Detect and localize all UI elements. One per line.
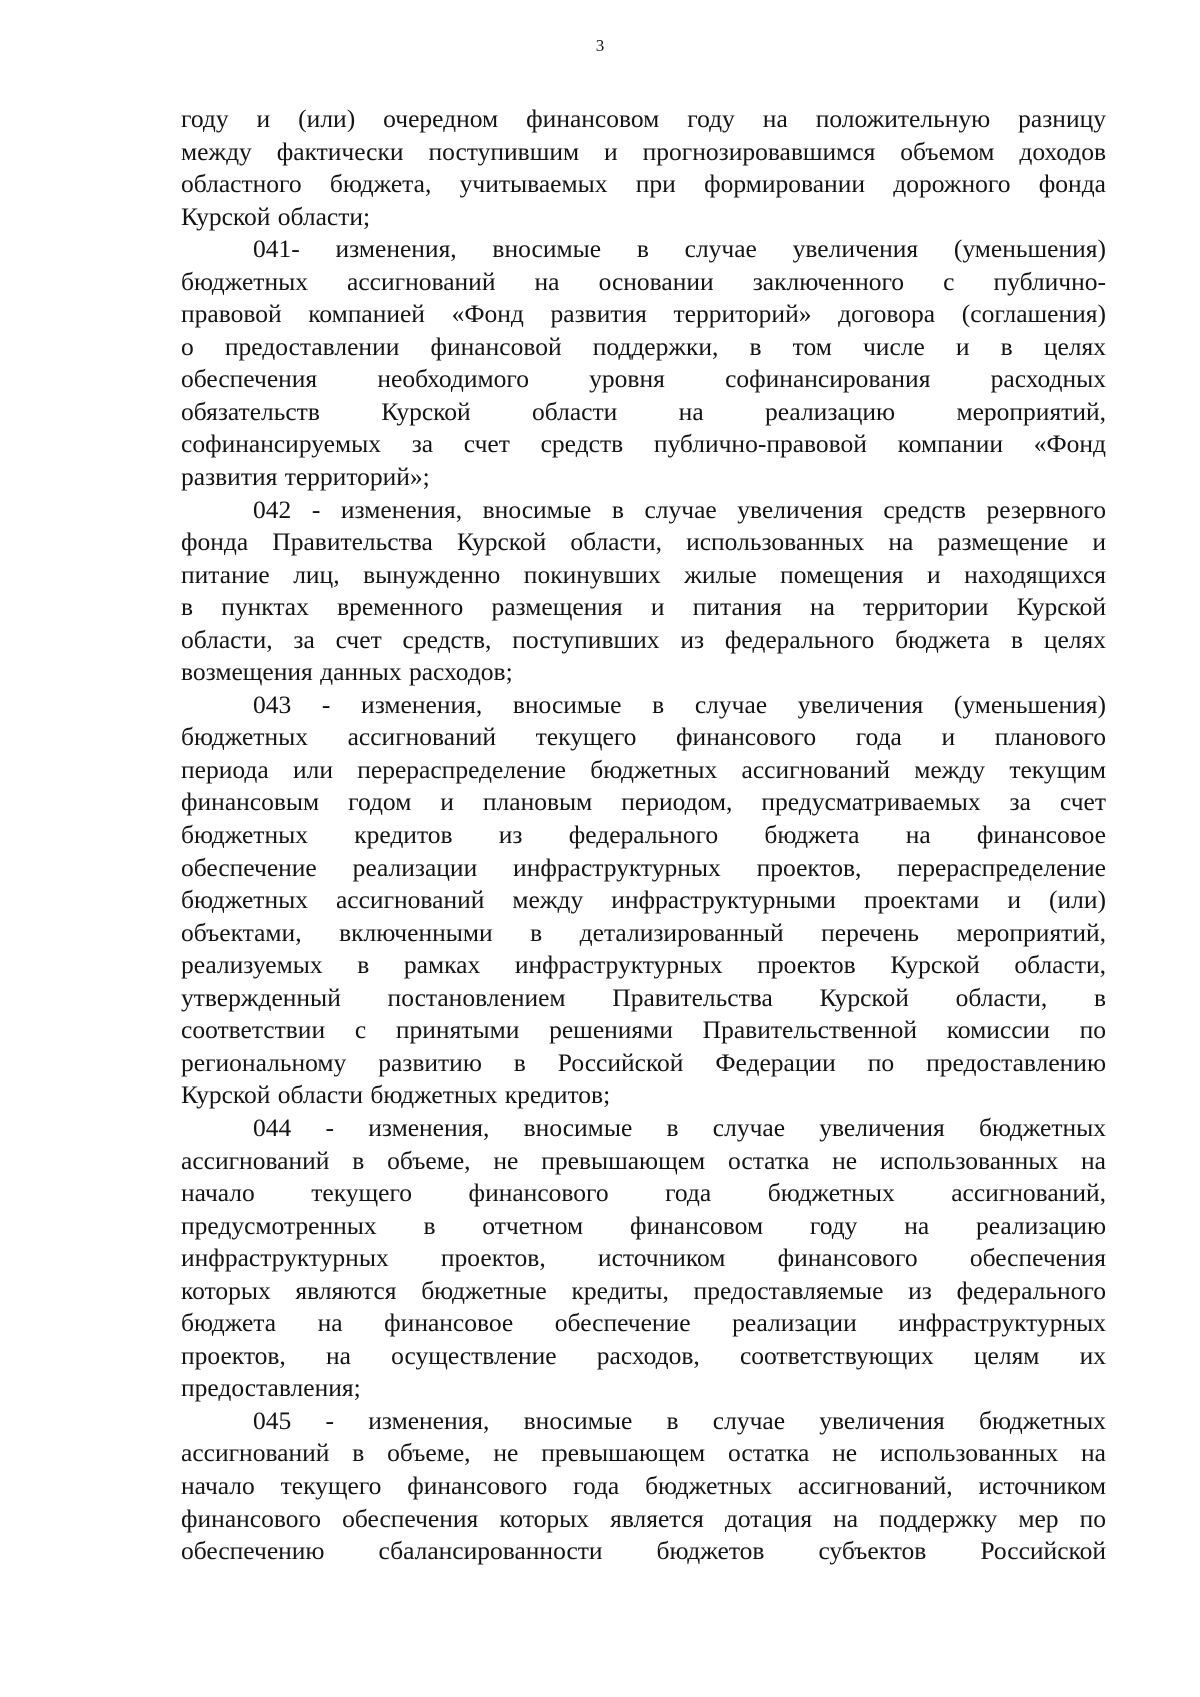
text-line: Курской области бюджетных кредитов; — [181, 1080, 611, 1110]
text-line: о предоставлении финансовой поддержки, в том числе и в целях — [181, 331, 1106, 361]
text-line: проектов, на осуществление расходов, соответствующих целям их — [181, 1340, 1106, 1370]
text-line: бюджетных ассигнований на основании заключенного с публично- — [181, 266, 1106, 296]
text-line: бюджетных кредитов из федерального бюджета на финансовое — [181, 820, 1106, 850]
text-line: между фактически поступившим и прогнозировавшимся объемом доходов — [181, 136, 1106, 166]
text-line: финансового обеспечения которых является дотация на поддержку мер по — [181, 1503, 1106, 1533]
text-line: возмещения данных расходов; — [181, 657, 513, 687]
text-line: в пунктах временного размещения и питания на территории Курской — [181, 592, 1106, 622]
text-line: областного бюджета, учитываемых при формировании дорожного фонда — [181, 169, 1106, 199]
text-line: развития территорий»; — [181, 462, 430, 492]
text-line: 041- изменения, вносимые в случае увеличения (уменьшения) — [253, 234, 1106, 264]
text-line: региональному развитию в Российской Федерации по предоставлению — [181, 1047, 1106, 1077]
text-line: бюджетных ассигнований между инфраструктурными проектами и (или) — [181, 885, 1106, 915]
text-line: соответствии с принятыми решениями Правительственной комиссии по — [181, 1015, 1106, 1045]
text-line: начало текущего финансового года бюджетных ассигнований, — [181, 1178, 1106, 1208]
text-line: предусмотренных в отчетном финансовом году на реализацию — [181, 1210, 1106, 1240]
page-number: 3 — [595, 36, 605, 55]
body-text — [181, 103, 1106, 1568]
text-line: обязательств Курской области на реализацию мероприятий, — [181, 396, 1106, 426]
text-line: Курской области; — [181, 201, 371, 231]
text-line: бюджетных ассигнований текущего финансового года и планового — [181, 722, 1106, 752]
text-line: утвержденный постановлением Правительства Курской области, в — [181, 982, 1106, 1012]
text-line: финансовым годом и плановым периодом, предусматриваемых за счет — [181, 787, 1106, 817]
text-line: фонда Правительства Курской области, использованных на размещение и — [181, 527, 1106, 557]
text-line: 042 - изменения, вносимые в случае увеличения средств резервного — [253, 494, 1106, 524]
text-line: питание лиц, вынужденно покинувших жилые помещения и находящихся — [181, 559, 1106, 589]
text-line: 044 - изменения, вносимые в случае увеличения бюджетных — [253, 1112, 1106, 1142]
text-line: реализуемых в рамках инфраструктурных проектов Курской области, — [181, 950, 1106, 980]
text-line: ассигнований в объеме, не превышающем остатка не использованных на — [181, 1145, 1106, 1175]
text-line: объектами, включенными в детализированный перечень мероприятий, — [181, 917, 1106, 947]
text-line: году и (или) очередном финансовом году на положительную разницу — [181, 104, 1106, 133]
text-line: которых являются бюджетные кредиты, предоставляемые из федерального — [181, 1275, 1106, 1305]
text-line: 043 - изменения, вносимые в случае увеличения (уменьшения) — [253, 689, 1106, 719]
text-line: 045 - изменения, вносимые в случае увеличения бюджетных — [253, 1405, 1106, 1435]
text-line: обеспечение реализации инфраструктурных проектов, перераспределение — [181, 852, 1106, 882]
text-line: инфраструктурных проектов, источником финансового обеспечения — [181, 1243, 1106, 1273]
text-line: периода или перераспределение бюджетных ассигнований между текущим — [181, 754, 1106, 784]
text-line: правовой компанией «Фонд развития территорий» договора (соглашения) — [181, 299, 1106, 329]
text-line: обеспечению сбалансированности бюджетов субъектов Российской — [181, 1536, 1106, 1566]
text-line: начало текущего финансового года бюджетных ассигнований, источником — [181, 1470, 1106, 1500]
text-line: бюджета на финансовое обеспечение реализации инфраструктурных — [181, 1308, 1106, 1338]
text-line: области, за счет средств, поступивших из федерального бюджета в целях — [181, 624, 1106, 654]
text-line: обеспечения необходимого уровня софинансирования расходных — [181, 364, 1106, 394]
text-line: ассигнований в объеме, не превышающем остатка не использованных на — [181, 1438, 1106, 1468]
text-line: софинансируемых за счет средств публично-правовой компании «Фонд — [181, 429, 1106, 459]
text-line: предоставления; — [181, 1373, 361, 1403]
